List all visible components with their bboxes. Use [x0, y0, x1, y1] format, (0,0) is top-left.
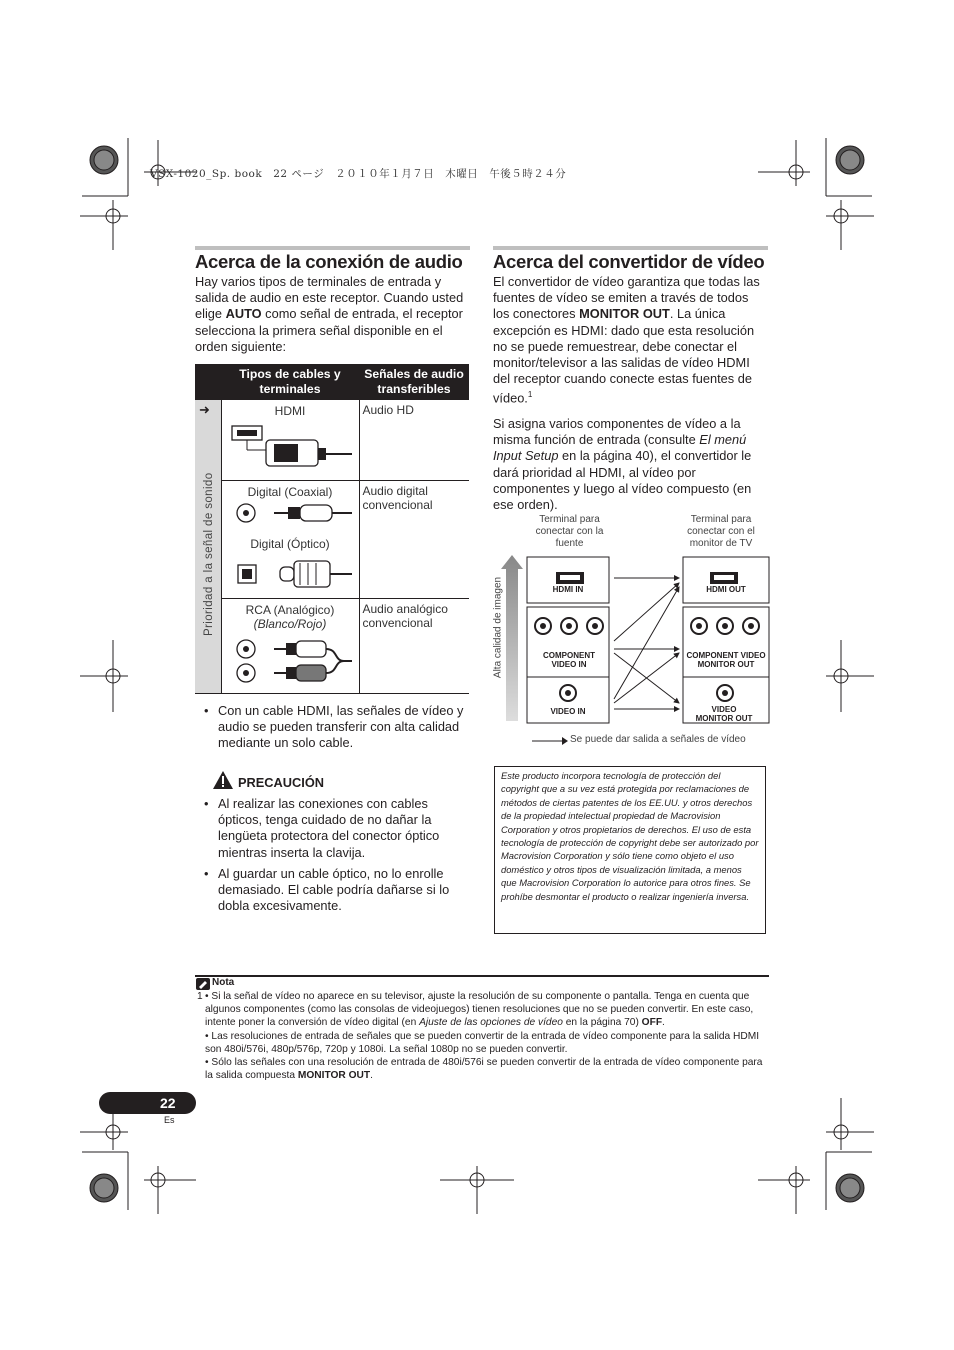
note-rule — [195, 975, 769, 977]
legend-arrow-icon — [530, 736, 570, 746]
caution-title: PRECAUCIÓN — [238, 775, 325, 790]
list-item: • Con un cable HDMI, las señales de vídeo y audio se pueden transferir con alta calidad mediante un solo cable. — [196, 703, 472, 752]
cable-rca: RCA (Analógico) — [245, 602, 335, 617]
note-body — [197, 990, 769, 1082]
component-out-label: COMPONENT VIDEO MONITOR OUT — [686, 651, 766, 669]
caution-list — [196, 796, 472, 919]
list-item: • Al realizar las conexiones con cables ópticos, tenga cuidado de no dañar la lengüeta protectora del conector óptico mientras inserta la clavija. — [196, 796, 472, 861]
print-header: VSX-1020_Sp. book 22 ページ ２０１０年１月７日 木曜日 午後５時２４分 — [150, 168, 567, 180]
note-item: • Sólo las señales con una resolución de entrada de 480i/576i se pueden convertir de la entrada de vídeo componente para la salida compuesta MONITOR OUT. — [205, 1057, 763, 1082]
list-item: • Al guardar un cable óptico, no lo enrolle demasiado. El cable podría dañarse si lo dobla excesivamente. — [196, 866, 472, 915]
video-out-label: VIDEO MONITOR OUT — [695, 705, 753, 723]
cable-rca-colors: (Blanco/Rojo) — [253, 616, 327, 631]
diagram-legend: Se puede dar salida a señales de vídeo — [570, 734, 746, 745]
copyright-notice: Este producto incorpora tecnología de protección del copyright que a su vez está protegida por reclamaciones de métodos de ciertas patentes de los EE.UU. y otros derechos de la propiedad intelectual propiedad de Macrovision Corporation y otros propietarios de derechos. El uso de esta tecnología de protección de copyright debe ser autorizado por Macrovision Corporation y sólo tiene como objeto el uso doméstico y otros tipos de visualización limitada, a menos que Macrovision Corporation lo autorice para otros fines. Se prohíbe desmontar el producto o realizar ingeniería inversa. — [494, 766, 766, 934]
hdmi-cable-icon — [226, 422, 356, 474]
diagram-source-header: Terminal para conectar con la fuente — [535, 514, 604, 549]
hdmi-in-label: HDMI IN — [552, 585, 584, 594]
language-code: Es — [164, 1115, 175, 1125]
signal-analog: Audio analógico convencional — [362, 601, 448, 630]
component-in-label: COMPONENT VIDEO IN — [543, 651, 595, 669]
hdmi-bullet-list — [196, 703, 472, 757]
table-header-signals: Señales de audio transferibles — [359, 364, 469, 400]
signal-hd: Audio HD — [362, 403, 414, 417]
audio-intro: Hay varios tipos de terminales de entrada y salida de audio en este receptor. Cuando usted elige AUTO como señal de entrada, el receptor selecciona la primera señal disponible en el orden siguiente: — [195, 274, 464, 354]
diagram-tv-header: Terminal para conectar con el monitor de TV — [687, 514, 755, 549]
note-pencil-icon — [196, 978, 210, 990]
page-number: 22 — [160, 1095, 176, 1111]
cable-coaxial: Digital (Coaxial) — [247, 484, 333, 499]
note-number: 1 — [197, 991, 203, 1002]
rca-cable-icon — [226, 637, 356, 691]
hdmi-out-label: HDMI OUT — [706, 585, 746, 594]
video-in-label: VIDEO IN — [550, 707, 586, 716]
note-item: • Si la señal de vídeo no aparece en su televisor, ajuste la resolución de su componente o pantalla. Tenga en cuenta que algunos componentes (como las consolas de videojuegos) tienen resoluciones que no se pueden convertir. En este caso, intente poner la conversión de vídeo digital (en Ajuste de las opciones de vídeo en la página 70) OFF. — [205, 991, 754, 1029]
priority-arrow-icon: ➜ — [199, 402, 210, 417]
video-paragraphs: El convertidor de vídeo garantiza que todas las fuentes de vídeo se emiten a través de todos los conectores MONITOR OUT. La única excepción es HDMI: dado que esta resolución no se puede remuestrear, debe conectar el monitor/televisor a las salidas de vídeo HDMI del receptor cuando conecte estas fuentes de vídeo.$^1$ Si asigna varios componentes de vídeo a la misma función de entrada (consulte El menú Input Setup en la página 40), el convertidor le dará prioridad al HDMI, al vídeo por componentes y luego al vídeo compuesto (en ese orden). — [493, 274, 760, 512]
section-rule-right — [493, 246, 768, 250]
section-rule-left — [195, 246, 470, 250]
page-number-pill — [99, 1092, 196, 1114]
audio-section-title: Acerca de la conexión de audio — [195, 251, 463, 272]
signal-digital: Audio digital convencional — [362, 483, 433, 512]
note-item: • Las resoluciones de entrada de señales que se pueden convertir de la entrada de vídeo componente para la salida HDMI son 480i/576i, 480p/576p, 720p y 1080i. La señal 1080p no se pueden convertir. — [205, 1030, 760, 1055]
cable-hdmi: HDMI — [274, 404, 306, 418]
cable-optical: Digital (Óptico) — [250, 536, 330, 551]
video-section-title: Acerca del convertidor de vídeo — [493, 251, 765, 272]
priority-label: Prioridad a la señal de sonido — [203, 472, 215, 636]
coaxial-cable-icon — [226, 501, 356, 529]
note-title: Nota — [212, 977, 235, 988]
quality-axis-label: Alta calidad de imagen — [492, 576, 504, 679]
caution-icon — [212, 770, 234, 790]
table-header-cables: Tipos de cables y terminales — [221, 364, 359, 400]
optical-cable-icon — [226, 557, 356, 591]
audio-priority-table — [195, 364, 469, 694]
